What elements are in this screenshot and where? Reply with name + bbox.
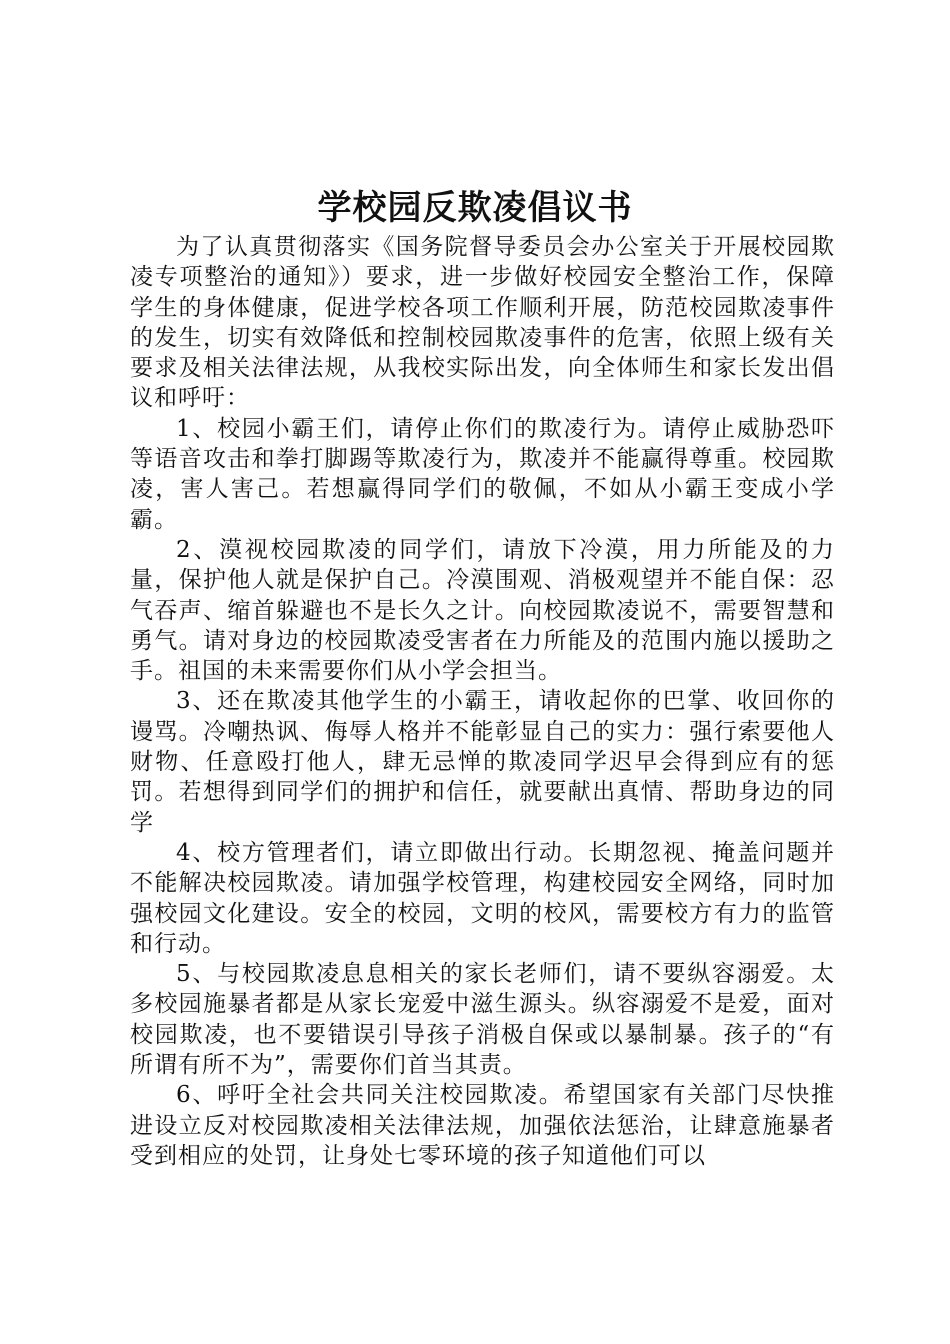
item-paragraph-6: 6、呼吁全社会共同关注校园欺凌。希望国家有关部门尽快推进设立反对校园欺凌相关法律法规，加强依法惩治，让肆意施暴者受到相应的处罚，让身处七零环境的孩子知道他们可以 xyxy=(130,1082,835,1169)
intro-paragraph: 为了认真贯彻落实《国务院督导委员会办公室关于开展校园欺凌专项整治的通知》）要求，进一步做好校园安全整治工作，保障学生的身体健康，促进学校各项工作顺利开展，防范校园欺凌事件的发生，切实有效降低和控制校园欺凌事件的危害，依照上级有关要求及相关法律法规，从我校实际出发，向全体师生和家长发出倡议和呼吁： xyxy=(130,234,835,412)
item-paragraph-5: 5、与校园欺凌息息相关的家长老师们，请不要纵容溺爱。太多校园施暴者都是从家长宠爱中滋生源头。纵容溺爱不是爱，面对校园欺凌，也不要错误引导孩子消极自保或以暴制暴。孩子的“有所谓有所不为”，需要你们首当其责。 xyxy=(130,961,835,1079)
document-body xyxy=(130,232,835,1171)
document-title: 学校园反欺凌倡议书 xyxy=(317,188,633,228)
item-paragraph-4: 4、校方管理者们，请立即做出行动。长期忽视、掩盖问题并不能解决校园欺凌。请加强学校管理，构建校园安全网络，同时加强校园文化建设。安全的校园，文明的校风，需要校方有力的监管和行动。 xyxy=(130,839,835,957)
item-paragraph-2: 2、漠视校园欺凌的同学们，请放下冷漠，用力所能及的力量，保护他人就是保护自己。冷漠围观、消极观望并不能自保：忍气吞声、缩首躲避也不是长久之计。向校园欺凌说不，需要智慧和勇气。请对身边的校园欺凌受害者在力所能及的范围内施以援助之手。祖国的未来需要你们从小学会担当。 xyxy=(130,536,835,685)
item-paragraph-3: 3、还在欺凌其他学生的小霸王，请收起你的巴掌、收回你的谩骂。冷嘲热讽、侮辱人格并不能彰显自己的实力：强行索要他人财物、任意殴打他人，肆无忌惮的欺凌同学迟早会得到应有的惩罚。若想得到同学们的拥护和信任，就要献出真情、帮助身边的同学 xyxy=(130,688,835,836)
item-paragraph-1: 1、校园小霸王们，请停止你们的欺凌行为。请停止威胁恐吓等语音攻击和拳打脚踢等欺凌行为，欺凌并不能赢得尊重。校园欺凌，害人害己。若想赢得同学们的敬佩，不如从小霸王变成小学霸。 xyxy=(130,415,835,533)
